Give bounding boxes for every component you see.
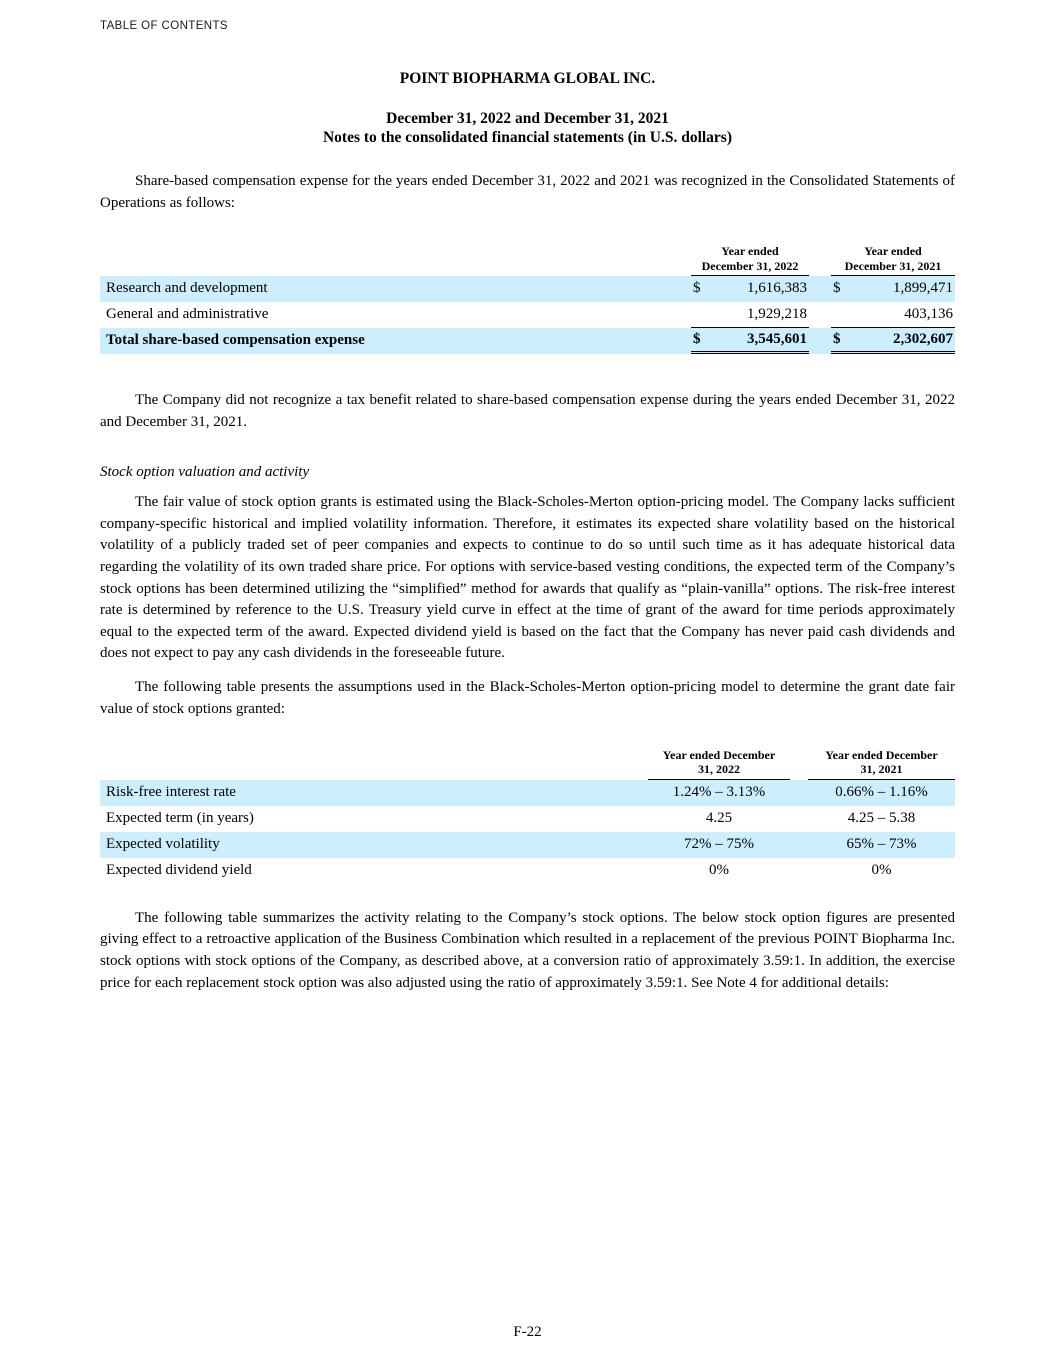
comp-column-gap bbox=[809, 302, 831, 328]
fair-value-paragraph: The fair value of stock option grants is estimated using the Black-Scholes-Merton option-pricing model. The Company lacks sufficient company-specific historical and implied volatility information. Therefore, it estimates its expected share volatility based on the historical volatility of a publicly traded set of peer companies and expects to continue to do so until such time as it has adequate historical data regarding the volatility of its own traded share price. For options with service-based vesting conditions, the expected term of the Company’s stock options has been determined utilizing the “simplified” method for awards that qualify as “plain-vanilla” options. The risk-free interest rate is determined by reference to the U.S. Treasury yield curve in effect at the time of grant of the award for time periods approximately equal to the expected term of the award. Expected dividend yield is based on the fact that the Company has never paid cash dividends and does not expect to pay any cash dividends in the foreseeable future. bbox=[100, 494, 955, 662]
currency-symbol: $ bbox=[833, 280, 841, 297]
notes-subtitle: Notes to the consolidated financial statements (in U.S. dollars) bbox=[322, 129, 733, 146]
row-label: Risk-free interest rate bbox=[106, 784, 236, 801]
assumptions-col-header-2022 bbox=[648, 748, 790, 780]
cell-2021 bbox=[831, 328, 955, 354]
intro-paragraph: Share-based compensation expense for the years ended December 31, 2022 and 2021 was recognized in the Consolidated Statements of Operations as follows: bbox=[100, 173, 955, 211]
table-row-research-development bbox=[100, 276, 955, 302]
currency-symbol: $ bbox=[693, 280, 701, 297]
section-heading: Stock option valuation and activity bbox=[100, 464, 310, 481]
row-label: Expected volatility bbox=[106, 836, 220, 853]
table-row-total bbox=[100, 328, 955, 354]
share-based-compensation-table bbox=[100, 244, 955, 354]
cell-2022 bbox=[691, 276, 809, 302]
value-2022: 1,929,218 bbox=[747, 305, 807, 322]
value-2022: 4.25 bbox=[705, 810, 733, 827]
row-label: Total share-based compensation expense bbox=[106, 332, 365, 349]
comp-col-header-2021-line1: Year ended bbox=[864, 244, 922, 259]
value-2021: 0% bbox=[871, 862, 892, 879]
table-row-expected-volatility bbox=[100, 832, 955, 858]
assumptions-col-header-2021-line2: 31, 2021 bbox=[860, 762, 903, 777]
page-number: F-22 bbox=[513, 1324, 542, 1340]
value-2022: 3,545,601 bbox=[747, 330, 807, 347]
assumptions-col-header-2021 bbox=[808, 748, 955, 780]
cell-2022 bbox=[691, 302, 809, 328]
toc-link[interactable]: TABLE OF CONTENTS bbox=[100, 20, 228, 32]
assumptions-col-header-2022-line1: Year ended December bbox=[662, 748, 776, 763]
value-2021: 4.25 – 5.38 bbox=[847, 810, 916, 827]
value-2021: 403,136 bbox=[904, 305, 953, 322]
value-2022: 1.24% – 3.13% bbox=[672, 784, 766, 801]
company-name: POINT BIOPHARMA GLOBAL INC. bbox=[399, 70, 656, 87]
row-label: General and administrative bbox=[106, 306, 269, 323]
currency-symbol: $ bbox=[693, 330, 701, 347]
comp-col-header-2022-line2: December 31, 2022 bbox=[701, 258, 799, 273]
comp-col-header-2021-line2: December 31, 2021 bbox=[844, 258, 942, 273]
table-row-general-administrative bbox=[100, 302, 955, 328]
table-row-expected-dividend-yield bbox=[100, 858, 955, 884]
value-2022: 1,616,383 bbox=[747, 280, 807, 297]
tax-benefit-paragraph: The Company did not recognize a tax benefit related to share-based compensation expense during the years ended December 31, 2022 and December 31, 2021. bbox=[100, 391, 955, 430]
activity-paragraph: The following table summarizes the activity relating to the Company’s stock options. The below stock option figures are presented giving effect to a retroactive application of the Business Combination which resulted in a replacement of the previous POINT Biopharma Inc. stock options with stock options of the Company, as described above, at a conversion ratio of approximately 3.59:1. In addition, the exercise price for each replacement stock option was also adjusted using the ratio of approximately 3.59:1. See Note 4 for additional details: bbox=[100, 909, 955, 991]
assumptions-header-row bbox=[100, 748, 955, 780]
table-row-expected-term bbox=[100, 806, 955, 832]
value-2021: 2,302,607 bbox=[893, 330, 953, 347]
currency-symbol: $ bbox=[833, 330, 841, 347]
page-content bbox=[100, 0, 955, 994]
comp-column-gap bbox=[809, 276, 831, 302]
value-2022: 72% – 75% bbox=[684, 836, 754, 853]
comp-col-header-2021 bbox=[831, 244, 955, 276]
row-label: Research and development bbox=[106, 280, 268, 297]
cell-2022 bbox=[691, 328, 809, 354]
cell-2021 bbox=[831, 302, 955, 328]
comp-table-header-row bbox=[100, 244, 955, 276]
table-row-risk-free-rate bbox=[100, 780, 955, 806]
value-2022: 0% bbox=[709, 862, 729, 879]
assumptions-col-header-2022-line2: 31, 2022 bbox=[698, 762, 740, 777]
report-period: December 31, 2022 and December 31, 2021 bbox=[386, 110, 669, 127]
row-label: Expected dividend yield bbox=[106, 862, 252, 879]
comp-col-header-2022-line1: Year ended bbox=[721, 244, 779, 259]
assumptions-intro-paragraph: The following table presents the assumptions used in the Black-Scholes-Merton option-pricing model to determine the grant date fair value of stock options granted: bbox=[100, 678, 955, 717]
comp-column-gap bbox=[809, 328, 831, 354]
value-2021: 0.66% – 1.16% bbox=[835, 784, 928, 801]
row-label: Expected term (in years) bbox=[106, 810, 254, 827]
assumptions-col-header-2021-line1: Year ended December bbox=[825, 748, 938, 763]
value-2021: 65% – 73% bbox=[846, 836, 917, 853]
cell-2021 bbox=[831, 276, 955, 302]
value-2021: 1,899,471 bbox=[893, 280, 953, 297]
assumptions-table bbox=[100, 748, 955, 884]
comp-col-header-2022 bbox=[691, 244, 809, 276]
